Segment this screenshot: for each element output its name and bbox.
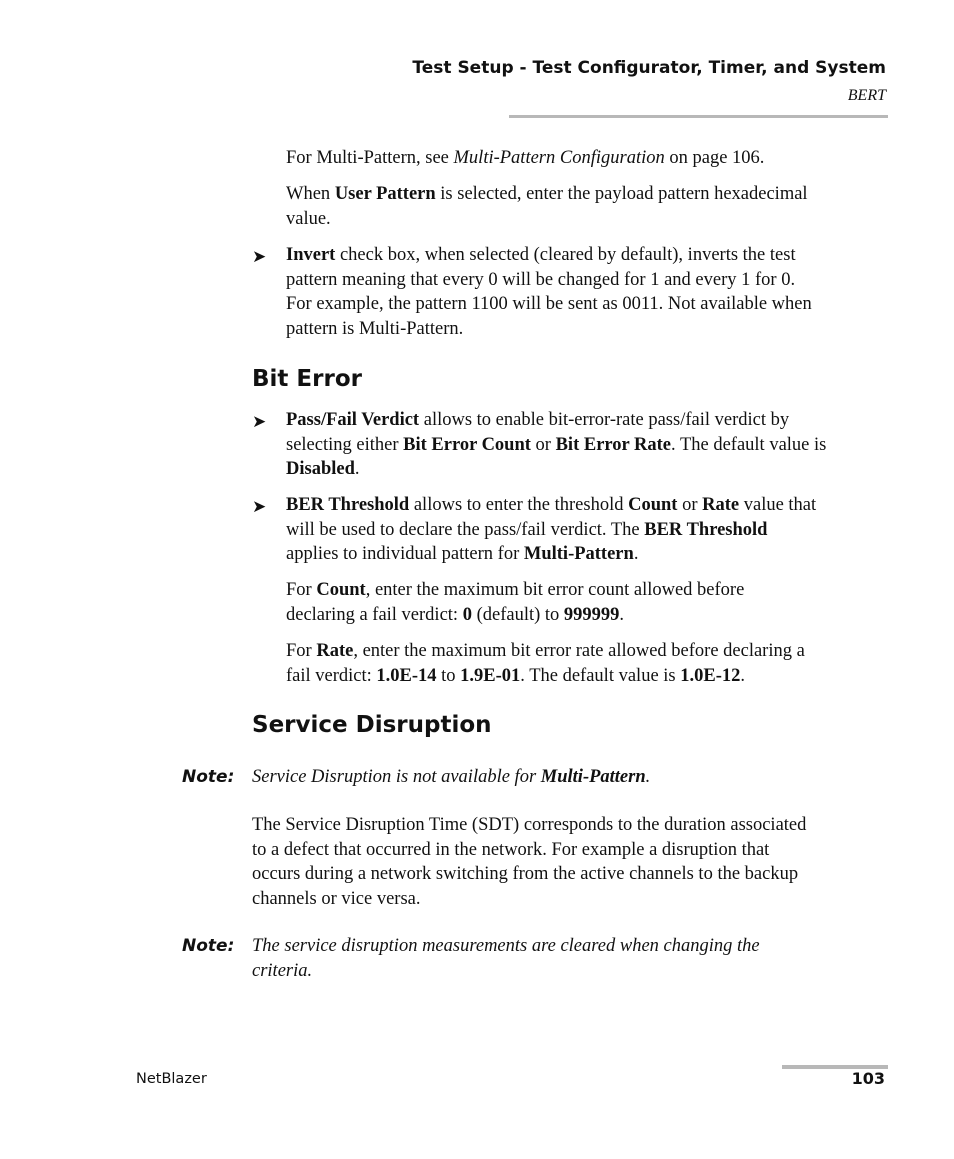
multi-pattern-config-link[interactable]: Multi-Pattern Configuration [453,148,665,168]
sdt-paragraph: The Service Disruption Time (SDT) corresponds to the duration associated to a defect that occurred in the network. For example a disruption that occurs during a network switching from the active channels to the backup channels or vice versa. [252,815,807,909]
user-pattern-paragraph: When User Pattern is selected, enter the payload pattern hexadecimal value. [286,184,808,229]
rate-paragraph: For Rate, enter the maximum bit error rate allowed before declaring a fail verdict: 1.0E-14 to 1.9E-01. The default value is 1.0E-12. [286,641,805,686]
note-measurements-cleared: The service disruption measurements are cleared when changing the criteria. [252,936,760,981]
bullet-arrow-icon: ➤ [252,247,267,266]
note-label: Note: [182,767,235,787]
running-header-subtitle: BERT [847,87,886,104]
note-service-disruption-unavailable: Service Disruption is not available for Multi-Pattern. [252,767,651,787]
footer-product-name: NetBlazer [136,1071,207,1087]
header-rule [509,115,888,118]
multi-pattern-reference: For Multi-Pattern, see Multi-Pattern Configuration on page 106. [286,148,765,168]
count-paragraph: For Count, enter the maximum bit error count allowed before declaring a fail verdict: 0 (default) to 999999. [286,580,745,625]
bullet-arrow-icon: ➤ [252,497,267,516]
note-label: Note: [182,936,235,956]
page-number: 103 [851,1069,885,1088]
bullet-arrow-icon: ➤ [252,412,267,431]
service-disruption-heading: Service Disruption [252,712,492,738]
ber-threshold-paragraph: BER Threshold allows to enter the threshold Count or Rate value that will be used to declare the pass/fail verdict. The BER Threshold applies to individual pattern for Multi-Pattern. [286,495,817,565]
invert-paragraph: Invert check box, when selected (cleared by default), inverts the test pattern meaning that every 0 will be changed for 1 and every 1 for 0. For example, the pattern 1100 will be sent as 0011. Not available when pattern is Multi-Pattern. [286,245,812,339]
bit-error-heading: Bit Error [252,366,362,392]
running-header-title: Test Setup - Test Configurator, Timer, and System [412,58,886,78]
pass-fail-verdict-paragraph: Pass/Fail Verdict allows to enable bit-error-rate pass/fail verdict by selecting either Bit Error Count or Bit Error Rate. The default value is Disabled. [286,410,827,480]
